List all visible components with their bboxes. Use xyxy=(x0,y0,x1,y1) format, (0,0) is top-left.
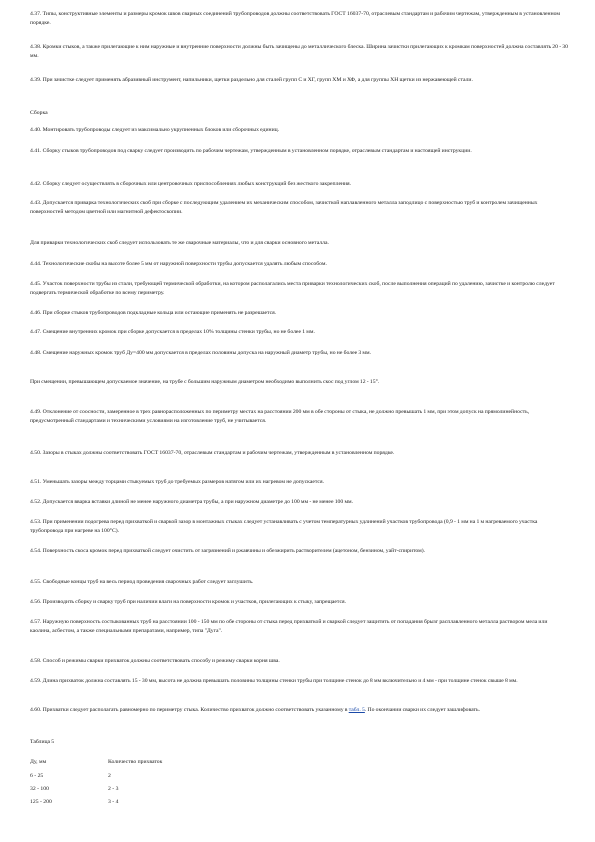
table-row xyxy=(30,785,330,794)
paragraph-4-59: 4.59. Длина прихваток должна составлять 15 - 30 мм, высота не должна превышать половины толщины стенки трубы при толщине стенок до 8 мм включительно и 4 мм - при толщине стенок свыше 8 мм. xyxy=(30,678,518,684)
paragraph-4-60-tail: . По окончании сварки их следует зашлифовать. xyxy=(364,707,481,713)
paragraph-4-44: 4.44. Технологические скобы на высоте более 5 мм от наружной поверхности трубы допускается удалять любым способом. xyxy=(30,261,327,267)
paragraph-4-48: 4.48. Смещение наружных кромок труб Ду=400 мм допускается в пределах половины допуска на наружный диаметр трубы, но не более 3 мм. xyxy=(30,350,372,356)
section-heading-assembly: Сборка xyxy=(30,110,48,116)
paragraph-4-39: 4.39. При зачистке следует применять абразивный инструмент, напильники, щетки раздельно для сталей групп С и ХГ, групп ХМ и ХФ, а для группы ХН щетки из нержавеющей стали. xyxy=(30,77,473,83)
paragraph-4-60 xyxy=(30,706,568,715)
table-cell-du: 6 - 25 xyxy=(30,773,44,779)
table-row xyxy=(30,772,330,781)
paragraph-4-54: 4.54. Поверхность скоса кромок перед прихваткой следует очистить от загрязнений и ржавчины и обезжирить растворителем (ацетоном, бензином, уайт-спиритом). xyxy=(30,548,426,554)
table-row xyxy=(30,798,330,807)
paragraph-4-56: 4.56. Производить сборку и сварку труб при наличии влаги на поверхности кромок и участков, прилегающих к стыку, запрещается. xyxy=(30,599,347,605)
paragraph-4-47: 4.47. Смещение внутренних кромок при сборке допускается в пределах 10% толщины стенки трубы, но не более 1 мм. xyxy=(30,329,315,335)
paragraph-4-58: 4.58. Способ и режимы сварки прихваток должны соответствовать способу и режиму сварки корня шва. xyxy=(30,658,280,664)
paragraph-4-48-note: При смещении, превышающем допускаемое значение, на трубе с большим наружным диаметром необходимо выполнить скос под углом 12 - 15°. xyxy=(30,379,380,385)
table-header-du: Ду, мм xyxy=(30,759,47,765)
paragraph-4-43-note: Для приварки технологических скоб следует использовать те же сварочные материалы, что и для сварки основного металла. xyxy=(30,240,329,246)
paragraph-4-38: 4.38. Кромки стыков, а также прилегающие к ним наружные и внутренние поверхности должны быть зачищены до металлического блеска. Ширина зачистки прилегающих к кромкам поверхностей должна составлять 20 - 30 мм. xyxy=(30,44,568,59)
paragraph-4-60-text: 4.60. Прихватки следует располагать равномерно по периметру стыка. Количество прихваток должно соответствовать указанному в xyxy=(30,707,349,713)
paragraph-4-40: 4.40. Монтировать трубопроводы следует из максимально укрупненных блоков или сборочных единиц. xyxy=(30,127,280,133)
table-cell-count: 2 - 3 xyxy=(108,786,119,792)
paragraph-4-37: 4.37. Типы, конструктивные элементы и размеры кромок швов сварных соединений трубопроводов должны соответствовать ГОСТ 16037-70, отраслевым стандартам и рабочим чертежам, утвержденным в установленном порядке. xyxy=(30,11,560,26)
paragraph-4-42: 4.42. Сборку следует осуществлять в сборочных или центровочных приспособлениях любых конструкций без жесткого закрепления. xyxy=(30,181,352,187)
table-header-count: Количество прихваток xyxy=(108,759,163,765)
paragraph-4-45: 4.45. Участок поверхности трубы из стали, требующей термической обработки, на котором располагались места приварки технологических скоб, после выполнения операций по удалению, зачистке и контролю следует подвергать термической обработке по всему периметру. xyxy=(30,281,555,296)
paragraph-4-50: 4.50. Зазоры в стыках должны соответствовать ГОСТ 16037-70, отраслевым стандартам и рабочим чертежам, утвержденным в установленном порядке. xyxy=(30,450,395,456)
paragraph-4-52: 4.52. Допускается вварка вставки длиной не менее наружного диаметра трубы, а при наружном диаметре до 100 мм - не менее 100 мм. xyxy=(30,499,354,505)
table-cell-count: 2 xyxy=(108,773,111,779)
table-header-row xyxy=(30,758,330,767)
paragraph-4-57: 4.57. Наружную поверхность состыкованных труб на расстоянии 100 - 150 мм по обе стороны от стыка перед прихваткой и сваркой следует защитить от попадания брызг расплавленного металла раствором мела или каолина, асбестом, а также специальными препаратами, например, типа "Дуга". xyxy=(30,619,548,634)
paragraph-4-46: 4.46. При сборке стыков трубопроводов подкладные кольца или остающие применять не разрешается. xyxy=(30,310,277,316)
paragraph-4-49: 4.49. Отклонение от соосности, замеренное в трех равнорасположенных по периметру местах на расстоянии 200 мм в обе стороны от стыка, не должно превышать 1 мм, при этом допуск на прямолинейность, предусмотренный стандартами и техническими условиями на изготовление труб, не учитывается. xyxy=(30,409,530,424)
table-title: Таблица 5 xyxy=(30,739,55,745)
paragraph-4-53: 4.53. При применении подогрева перед прихваткой и сваркой зазор в монтажных стыках следует устанавливать с учетом температурных удлинений участков трубопровода (0,9 - 1 мм на 1 м нагреваемого участка трубопровода при нагреве на 100°С). xyxy=(30,519,538,534)
table-cell-du: 125 - 200 xyxy=(30,799,52,805)
paragraph-4-51: 4.51. Уменьшать зазоры между торцами стыкуемых труб до требуемых размеров натягом или их нагревом не допускается. xyxy=(30,479,324,485)
paragraph-4-55: 4.55. Свободные концы труб на весь период проведения сварочных работ следует заглушить. xyxy=(30,579,254,585)
table-5-link[interactable]: табл. 5 xyxy=(348,707,365,713)
paragraph-4-41: 4.41. Сборку стыков трубопроводов под сварку следует производить по рабочим чертежам, утвержденным в установленном порядке, отраслевым стандартам и настоящей инструкции. xyxy=(30,148,472,154)
table-cell-du: 32 - 100 xyxy=(30,786,49,792)
paragraph-4-43: 4.43. Допускается приварка технологических скоб при сборке с последующим удалением их механическим способом, зачисткой наплавленного металла заподлицо с поверхностью труб и контролем зачищенных поверхностей методом цветной или магнитной дефектоскопии. xyxy=(30,200,538,215)
table-cell-count: 3 - 4 xyxy=(108,799,119,805)
